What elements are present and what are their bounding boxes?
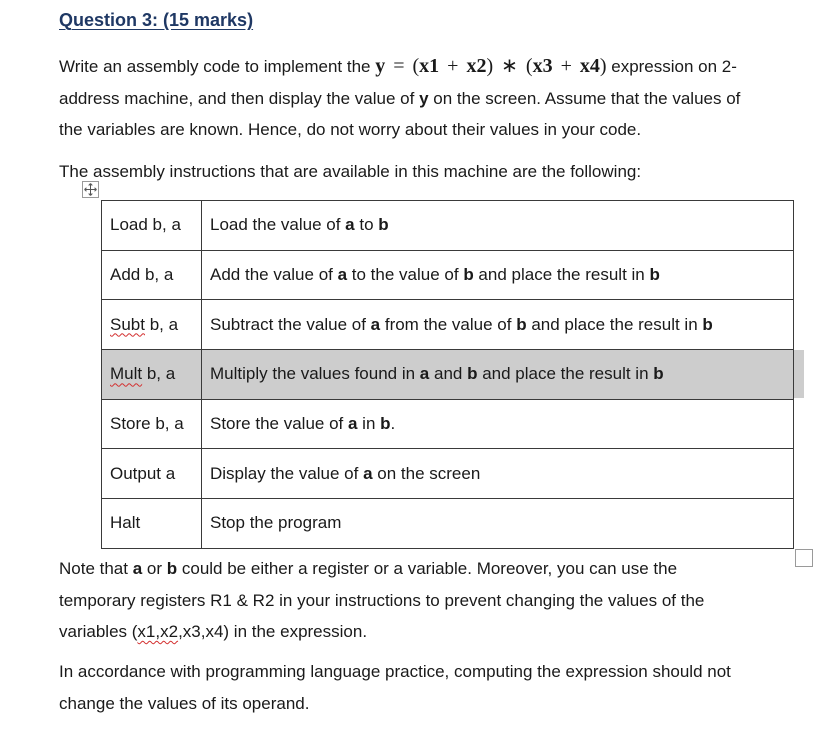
instruction-cell[interactable]: Mult b, a <box>102 350 202 400</box>
note-paragraph <box>59 553 704 648</box>
instruction-row <box>102 300 794 350</box>
description-cell[interactable]: Store the value of a in b. <box>202 399 794 449</box>
spellcheck-word[interactable]: Mult <box>110 364 143 384</box>
note-line-2: temporary registers R1 & R2 in your instructions to prevent changing the values of the <box>59 590 705 610</box>
instruction-row <box>102 350 794 400</box>
intro-paragraph <box>59 51 740 146</box>
closing-line-1: In accordance with programming language practice, computing the expression should not <box>59 662 731 681</box>
instruction-row <box>102 399 794 449</box>
note-line-1: Note that a or b could be either a register or a variable. Moreover, you can use the <box>59 559 678 578</box>
intro-line-3: the variables are known. Hence, do not worry about their values in your code. <box>59 120 642 139</box>
instruction-table <box>101 200 794 549</box>
instruction-cell[interactable]: Add b, a <box>102 250 202 300</box>
table-move-handle-icon[interactable] <box>82 181 99 198</box>
description-cell[interactable]: Subtract the value of a from the value of b and place the result in b <box>202 300 794 350</box>
description-cell[interactable]: Display the value of a on the screen <box>202 449 794 499</box>
instruction-row <box>102 250 794 300</box>
instruction-cell[interactable]: Subt b, a <box>102 300 202 350</box>
description-cell[interactable]: Multiply the values found in a and b and place the result in b <box>202 350 794 400</box>
note-line-3: variables (x1,x2,x3,x4) in the expression. <box>59 622 368 641</box>
closing-line-2: change the values of its operand. <box>59 693 310 713</box>
instruction-cell[interactable]: Output a <box>102 449 202 499</box>
intro-line-2: address machine, and then display the value of y on the screen. Assume that the values of <box>59 88 741 108</box>
instruction-cell[interactable]: Load b, a <box>102 201 202 251</box>
closing-paragraph <box>59 656 731 719</box>
description-cell[interactable]: Stop the program <box>202 499 794 549</box>
table-intro: The assembly instructions that are available in this machine are the following: <box>59 162 642 181</box>
description-cell[interactable]: Add the value of a to the value of b and place the result in b <box>202 250 794 300</box>
math-expression: y = (x1 + x2) ∗ (x3 + x4) <box>375 55 607 77</box>
spellcheck-word[interactable]: Subt <box>110 314 145 334</box>
description-cell[interactable]: Load the value of a to b <box>202 201 794 251</box>
intro-line-1: Write an assembly code to implement the y = (x1 + x2) ∗ (x3 + x4) expression on 2- <box>59 55 737 77</box>
four-arrows-icon <box>84 183 97 196</box>
instruction-cell[interactable]: Halt <box>102 499 202 549</box>
instruction-row <box>102 449 794 499</box>
table-resize-handle-icon[interactable] <box>795 549 813 567</box>
instruction-cell[interactable]: Store b, a <box>102 399 202 449</box>
instruction-row <box>102 499 794 549</box>
question-heading: Question 3: (15 marks) <box>59 10 254 30</box>
instruction-row <box>102 201 794 251</box>
spellcheck-word[interactable]: x1,x2 <box>137 622 179 641</box>
